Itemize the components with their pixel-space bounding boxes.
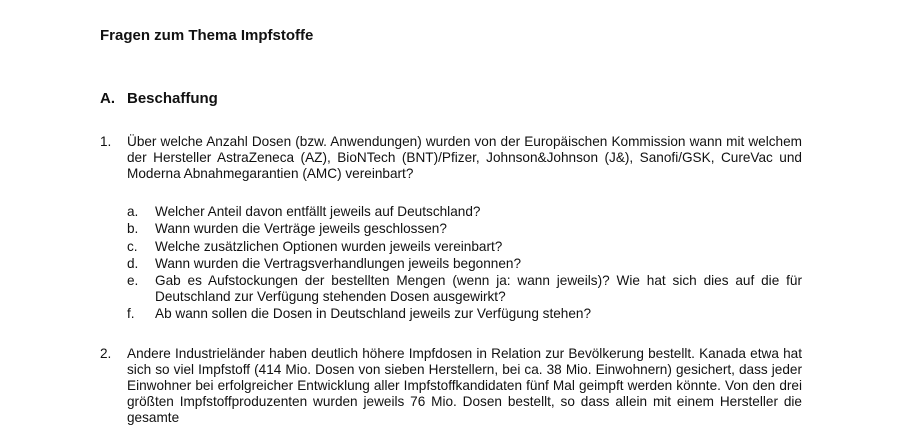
subitem-letter: c. (127, 238, 138, 254)
subitem-text: Wann wurden die Verträge jeweils geschlossen? (155, 221, 447, 237)
subitem-d (127, 256, 802, 272)
section-title: Beschaffung (127, 90, 218, 107)
subitem-letter: f. (127, 306, 135, 322)
subitem-text: Ab wann sollen die Dosen in Deutschland jeweils zur Verfügung stehen? (155, 306, 592, 322)
question-number: 2. (100, 346, 112, 361)
subitem-f (127, 306, 802, 322)
document-title: Fragen zum Thema Impfstoffe (100, 27, 314, 44)
subitem-text: Wann wurden die Vertragsverhandlungen jeweils begonnen? (155, 255, 522, 271)
subitem-letter: a. (127, 204, 139, 219)
section-letter: A. (100, 90, 115, 107)
subitem-text: Welcher Anteil davon entfällt jeweils auf Deutschland? (155, 204, 481, 219)
subitem-e (127, 273, 802, 305)
section-heading (100, 90, 218, 108)
subitem-letter: e. (127, 273, 139, 289)
subitem-c (127, 239, 802, 255)
question-2 (100, 346, 802, 426)
question-1-subitems (127, 204, 802, 322)
subitem-text: Welche zusätzlichen Optionen wurden jeweils vereinbart? (155, 238, 503, 254)
subitem-a (127, 204, 802, 220)
subitem-b (127, 221, 802, 237)
question-text: Über welche Anzahl Dosen (bzw. Anwendungen) wurden von der Europäischen Kommission wann mit welchem der Hersteller AstraZeneca (AZ), BioNTech (BNT)/Pfizer, Johnson&Johnson (J&), Sanofi/GSK, CureVac und Moderna Abnahmegarantien (AMC) vereinbart? (127, 134, 802, 181)
question-text: Andere Industrieländer haben deutlich höhere Impfdosen in Relation zur Bevölkerung bestellt. Kanada etwa hat sich so viel Impfstoff (414 Mio. Dosen von sieben Herstellern, bei ca. 38 Mio. Einwohnern) gesichert, dass jeder Einwohner bei erfolgreicher Entwicklung aller Impfstoffkandidaten fünf Mal geimpft werden könnte. Von den drei größten Impfstoffproduzenten wurden jeweils 76 Mio. Dosen bestellt, so dass allein mit einem Hersteller die gesamte (127, 346, 802, 425)
subitem-letter: b. (127, 221, 139, 237)
subitem-text: Gab es Aufstockungen der bestellten Mengen (wenn ja: wann jeweils)? Wie hat sich dies auf die für Deutschland zur Verfügung stehenden Dosen ausgewirkt? (155, 273, 802, 305)
question-number: 1. (100, 134, 112, 149)
subitem-letter: d. (127, 255, 139, 271)
question-1 (100, 134, 802, 182)
